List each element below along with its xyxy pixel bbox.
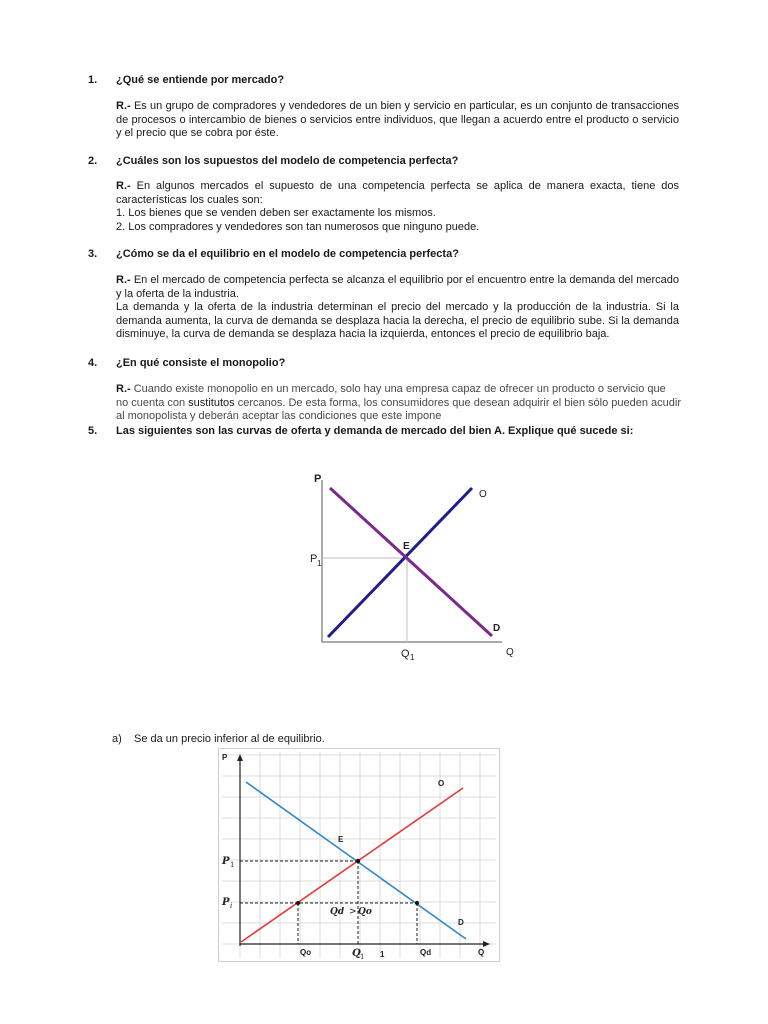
x-axis-label: Q <box>506 647 514 658</box>
answer-text: En algunos mercados el supuesto de una competencia perfecta se aplica de manera exacta, tiene dos características los cuales son: <box>116 180 679 206</box>
answer-prefix: R.- <box>116 383 131 395</box>
price-floor-chart <box>218 748 500 962</box>
price-label: P <box>310 553 318 565</box>
p1-subscript: 1 <box>230 861 235 869</box>
chart-frame <box>219 749 500 962</box>
question-number: 1. <box>88 74 98 86</box>
quantity-label: Q <box>401 648 410 660</box>
q1-subscript: 1 <box>360 953 365 961</box>
sub-question-a <box>112 733 325 747</box>
question-title: ¿Qué se entiende por mercado? <box>116 74 285 86</box>
question-number: 5. <box>88 425 98 437</box>
answer-3 <box>116 274 679 342</box>
question-title: ¿En qué consiste el monopolio? <box>116 357 286 369</box>
equilibrium-label: E <box>338 835 344 844</box>
qo-label: Qo <box>300 948 312 957</box>
supply-label: O <box>479 489 487 500</box>
answer-text: cercanos. De esta forma, los consumidores que desean adquirir el bien sólo pueden acudir al monopolista y deberán aceptar las condiciones que este impone <box>116 396 682 422</box>
answer-prefix: R.- <box>116 274 131 286</box>
q1-label: Q <box>352 948 361 959</box>
answer-line: 2. Los compradores y vendedores son tan numerosos que ninguno puede. <box>116 220 480 233</box>
equilibrium-point <box>356 859 360 863</box>
answer-line: La demanda y la oferta de la industria determinan el precio del mercado y la producción de la industria. Si la demanda aumenta, la curva de demanda se desplaza hacia la derecha, el precio de equilibrio sube. Si la demanda disminuye, la curva de demanda se desplaza hacia la izquierda, entonces el precio de equilibrio baja. <box>116 301 679 340</box>
supply-curve <box>328 488 472 637</box>
answer-1 <box>116 100 679 141</box>
question-title: ¿Cuáles son los supuestos del modelo de competencia perfecta? <box>116 155 459 167</box>
qd-label: Qd <box>420 948 432 957</box>
demand-label: D <box>493 623 501 634</box>
quantity-subscript: 1 <box>410 653 415 662</box>
pi-subscript: i <box>230 902 233 910</box>
p1-label: P <box>222 856 230 867</box>
question-number: 3. <box>88 248 98 260</box>
pi-label: P <box>222 897 230 908</box>
demand-curve <box>330 488 492 636</box>
answer-text: Cuando existe monopolio en un mercado, solo hay una empresa capaz de ofrecer un producto o servicio que no cuenta con <box>116 383 666 409</box>
answer-bold-word: sustitutos <box>188 396 235 409</box>
y-axis-label: P <box>314 473 322 485</box>
answer-4 <box>116 383 681 424</box>
q1-extra-label: 1 <box>380 950 385 959</box>
answer-text: Es un grupo de compradores y vendedores de un bien y servicio en particular, es un conjunto de transacciones de procesos o intercambio de bienes o servicios entre individuos, que llegan a acuerdo entre el producto o servicio y el precio que se cobra por éste. <box>116 100 679 139</box>
question-number: 2. <box>88 155 98 167</box>
supply-demand-chart <box>300 466 530 666</box>
inequality-left: Qd <box>330 907 345 917</box>
inequality-operator: > <box>349 907 357 917</box>
supply-label: O <box>438 779 445 788</box>
question-title: ¿Cómo se da el equilibrio en el modelo de competencia perfecta? <box>116 248 459 260</box>
question-number: 4. <box>88 357 98 369</box>
equilibrium-label: E <box>403 541 410 552</box>
answer-2 <box>116 180 679 234</box>
demand-label: D <box>458 918 464 927</box>
sub-question-label: a) <box>112 733 122 745</box>
price-subscript: 1 <box>317 559 322 568</box>
demand-point <box>415 901 419 905</box>
answer-prefix: R.- <box>116 180 131 192</box>
x-axis-label: Q <box>478 948 485 957</box>
answer-prefix: R.- <box>116 100 131 112</box>
y-axis-label: P <box>222 753 228 762</box>
supply-point <box>296 901 300 905</box>
question-title: Las siguientes son las curvas de oferta y demanda de mercado del bien A. Explique qué sucede si: <box>116 425 634 437</box>
sub-question-text: Se da un precio inferior al de equilibrio. <box>134 733 325 745</box>
inequality-right: Qo <box>358 907 372 917</box>
answer-line: 1. Los bienes que se venden deben ser exactamente los mismos. <box>116 207 436 219</box>
answer-text: En el mercado de competencia perfecta se alcanza el equilibrio por el encuentro entre la demanda del mercado y la oferta de la industria. <box>116 274 679 300</box>
